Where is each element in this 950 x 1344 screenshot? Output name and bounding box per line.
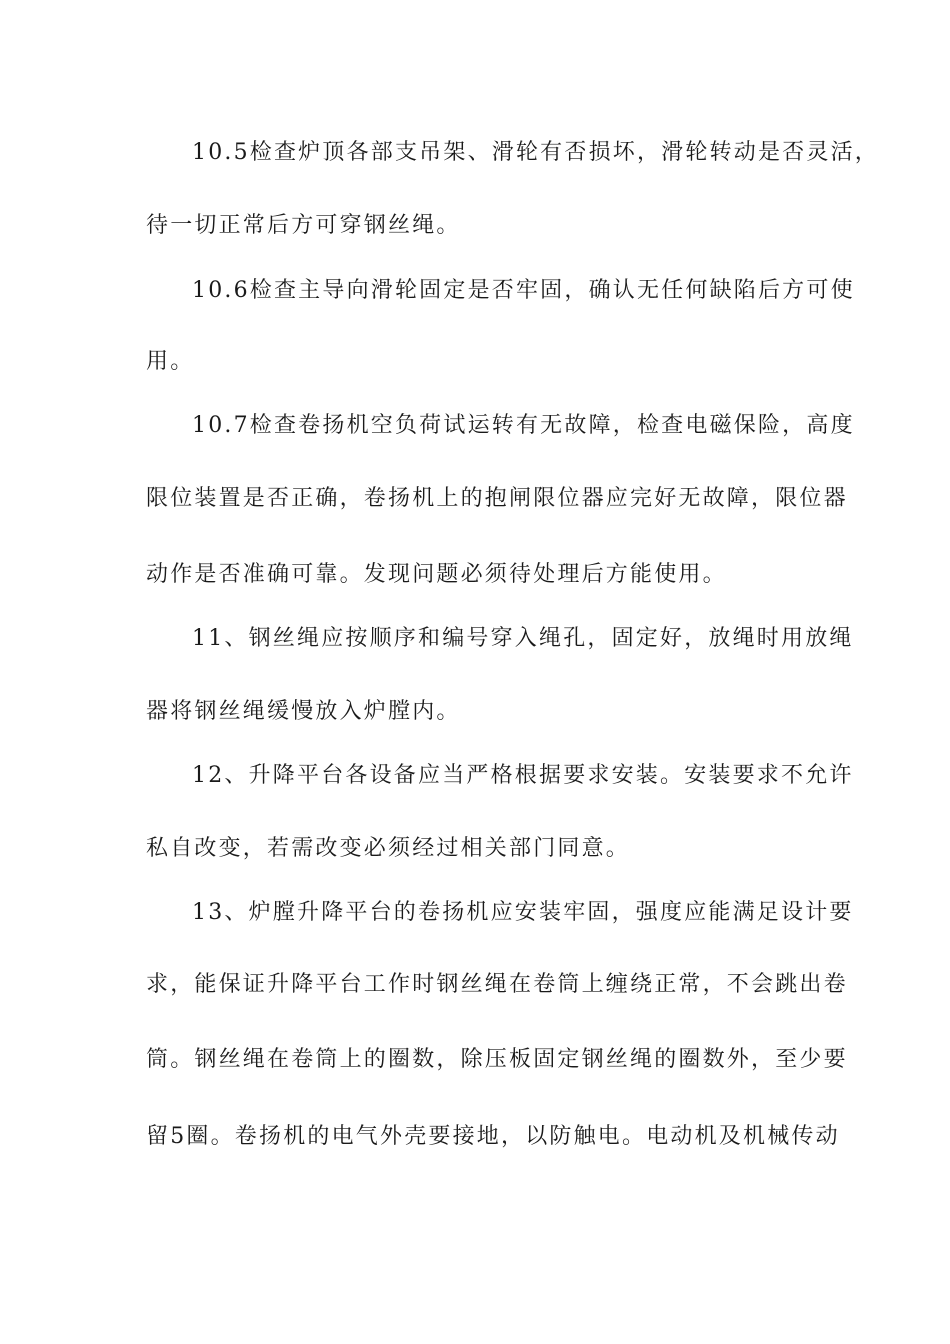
paragraph-10-5-line-1: 10.5检查炉顶各部支吊架、滑轮有否损坏，滑轮转动是否灵活， [192, 140, 879, 165]
paragraph-13-line-3: 筒。钢丝绳在卷筒上的圈数，除压板固定钢丝绳的圈数外，至少要 [146, 1047, 848, 1072]
paragraph-10-6-line-2: 用。 [146, 349, 195, 374]
paragraph-10-5-line-2: 待一切正常后方可穿钢丝绳。 [146, 213, 461, 238]
paragraph-10-6-line-1: 10.6检查主导向滑轮固定是否牢固，确认无任何缺陷后方可使 [192, 278, 855, 303]
paragraph-11-line-2: 器将钢丝绳缓慢放入炉膛内。 [146, 699, 461, 724]
paragraph-10-7-line-1: 10.7检查卷扬机空负荷试运转有无故障，检查电磁保险，高度 [192, 413, 855, 438]
paragraph-10-7-line-2: 限位装置是否正确，卷扬机上的抱闸限位器应完好无故障，限位器 [146, 486, 848, 511]
paragraph-13-line-2: 求，能保证升降平台工作时钢丝绳在卷筒上缠绕正常，不会跳出卷 [146, 972, 848, 997]
paragraph-12-line-1: 12、升降平台各设备应当严格根据要求安装。安装要求不允许 [192, 763, 854, 788]
paragraph-13-line-4: 留5圈。卷扬机的电气外壳要接地，以防触电。电动机及机械传动 [146, 1124, 840, 1149]
paragraph-13-line-1: 13、炉膛升降平台的卷扬机应安装牢固，强度应能满足设计要 [192, 900, 854, 925]
paragraph-11-line-1: 11、钢丝绳应按顺序和编号穿入绳孔，固定好，放绳时用放绳 [192, 626, 854, 651]
paragraph-10-7-line-3: 动作是否准确可靠。发现问题必须待处理后方能使用。 [146, 562, 727, 587]
paragraph-12-line-2: 私自改变，若需改变必须经过相关部门同意。 [146, 836, 631, 861]
